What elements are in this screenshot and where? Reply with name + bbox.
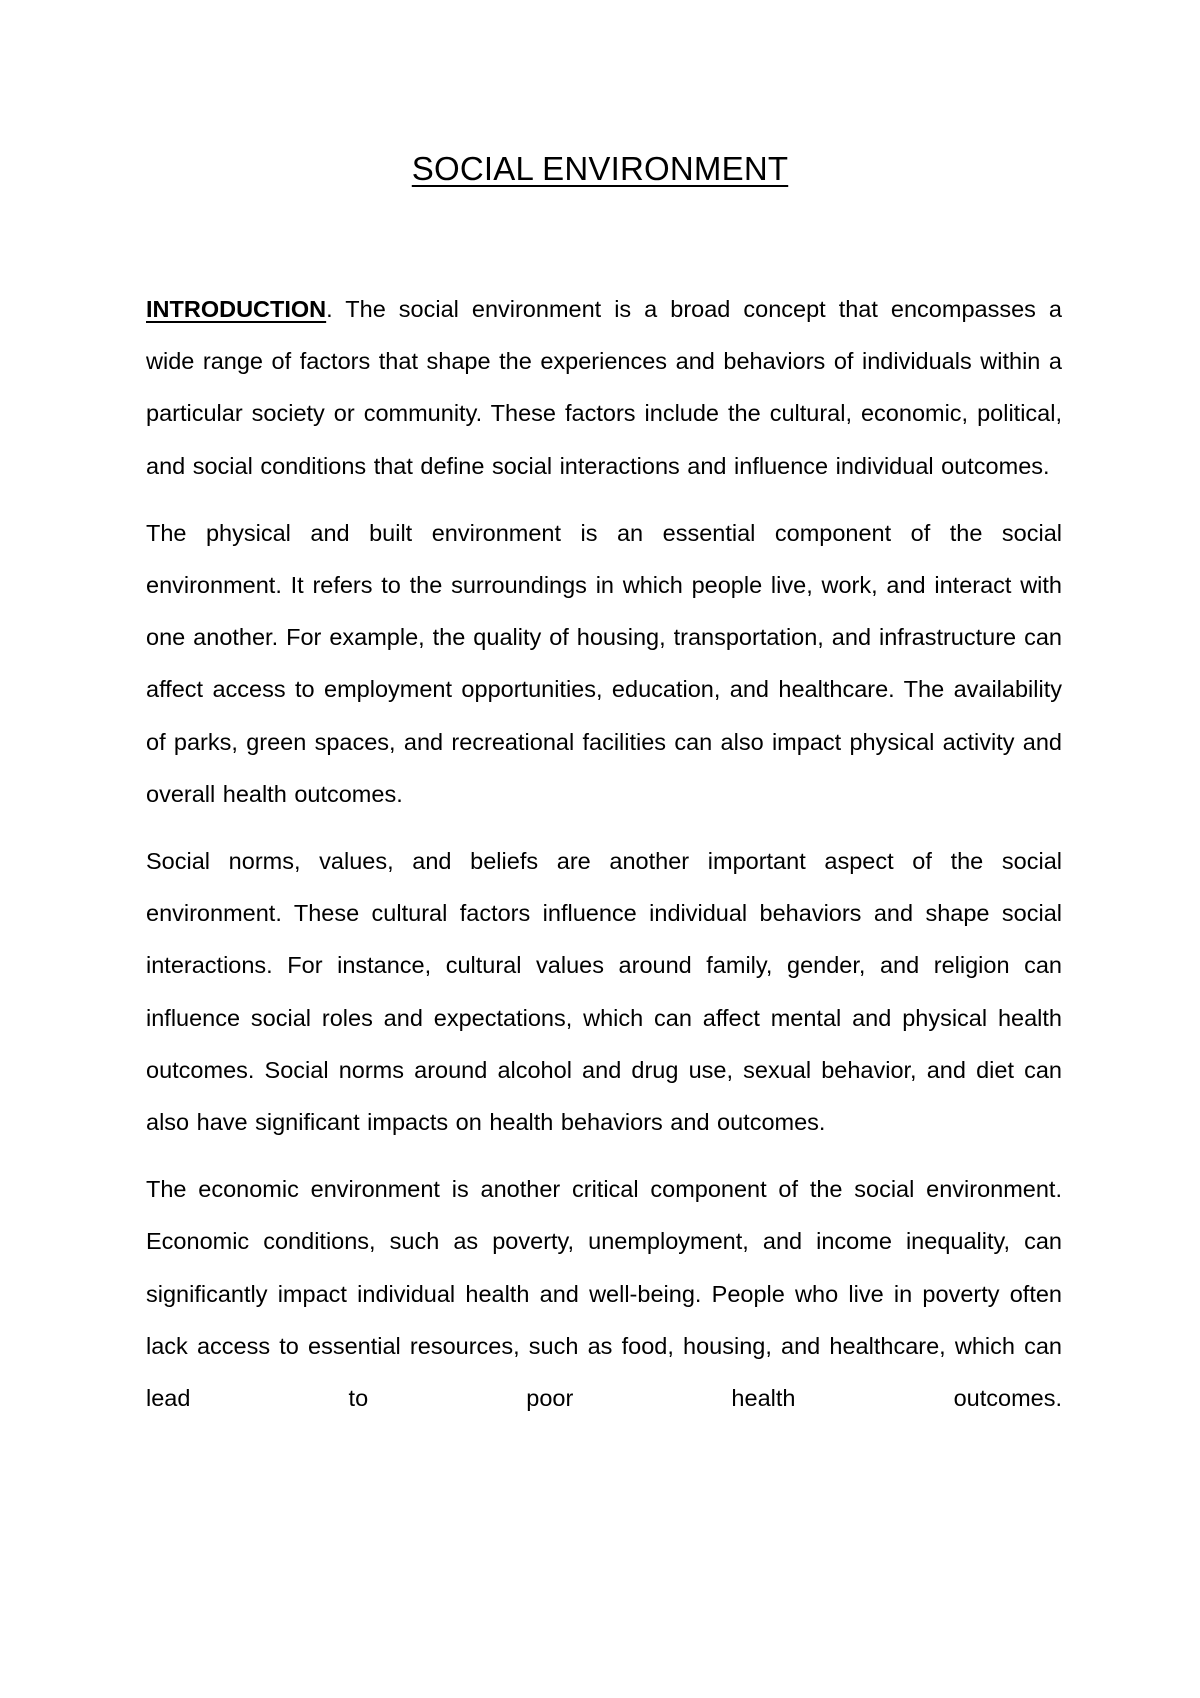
document-body xyxy=(146,283,1062,1439)
paragraph-economic-environment: The economic environment is another critical component of the social environment. Economic conditions, such as poverty, unemployment, and income inequality, can significantly impact individual health and well-being. People who live in poverty often lack access to essential resources, such as food, housing, and healthcare, which can lead to poor health outcomes. xyxy=(146,1176,1062,1412)
paragraph-social-norms: Social norms, values, and beliefs are another important aspect of the social environment. These cultural factors influence individual behaviors and shape social interactions. For instance, cultural values around family, gender, and religion can influence social roles and expectations, which can affect mental and physical health outcomes. Social norms around alcohol and drug use, sexual behavior, and diet can also have significant impacts on health behaviors and outcomes. xyxy=(146,848,1062,1136)
intro-text: . The social environment is a broad concept that encompasses a wide range of factors that shape the experiences and behaviors of individuals within a particular society or community. These factors include the cultural, economic, political, and social conditions that define social interactions and influence individual outcomes. xyxy=(146,296,1062,479)
intro-paragraph xyxy=(146,283,1062,492)
page-title: SOCIAL ENVIRONMENT xyxy=(411,150,789,187)
paragraph-built-environment: The physical and built environment is an essential component of the social environment. It refers to the surroundings in which people live, work, and interact with one another. For example, the quality of housing, transportation, and infrastructure can affect access to employment opportunities, education, and healthcare. The availability of parks, green spaces, and recreational facilities can also impact physical activity and overall health outcomes. xyxy=(146,519,1062,807)
intro-label: INTRODUCTION xyxy=(146,296,327,322)
